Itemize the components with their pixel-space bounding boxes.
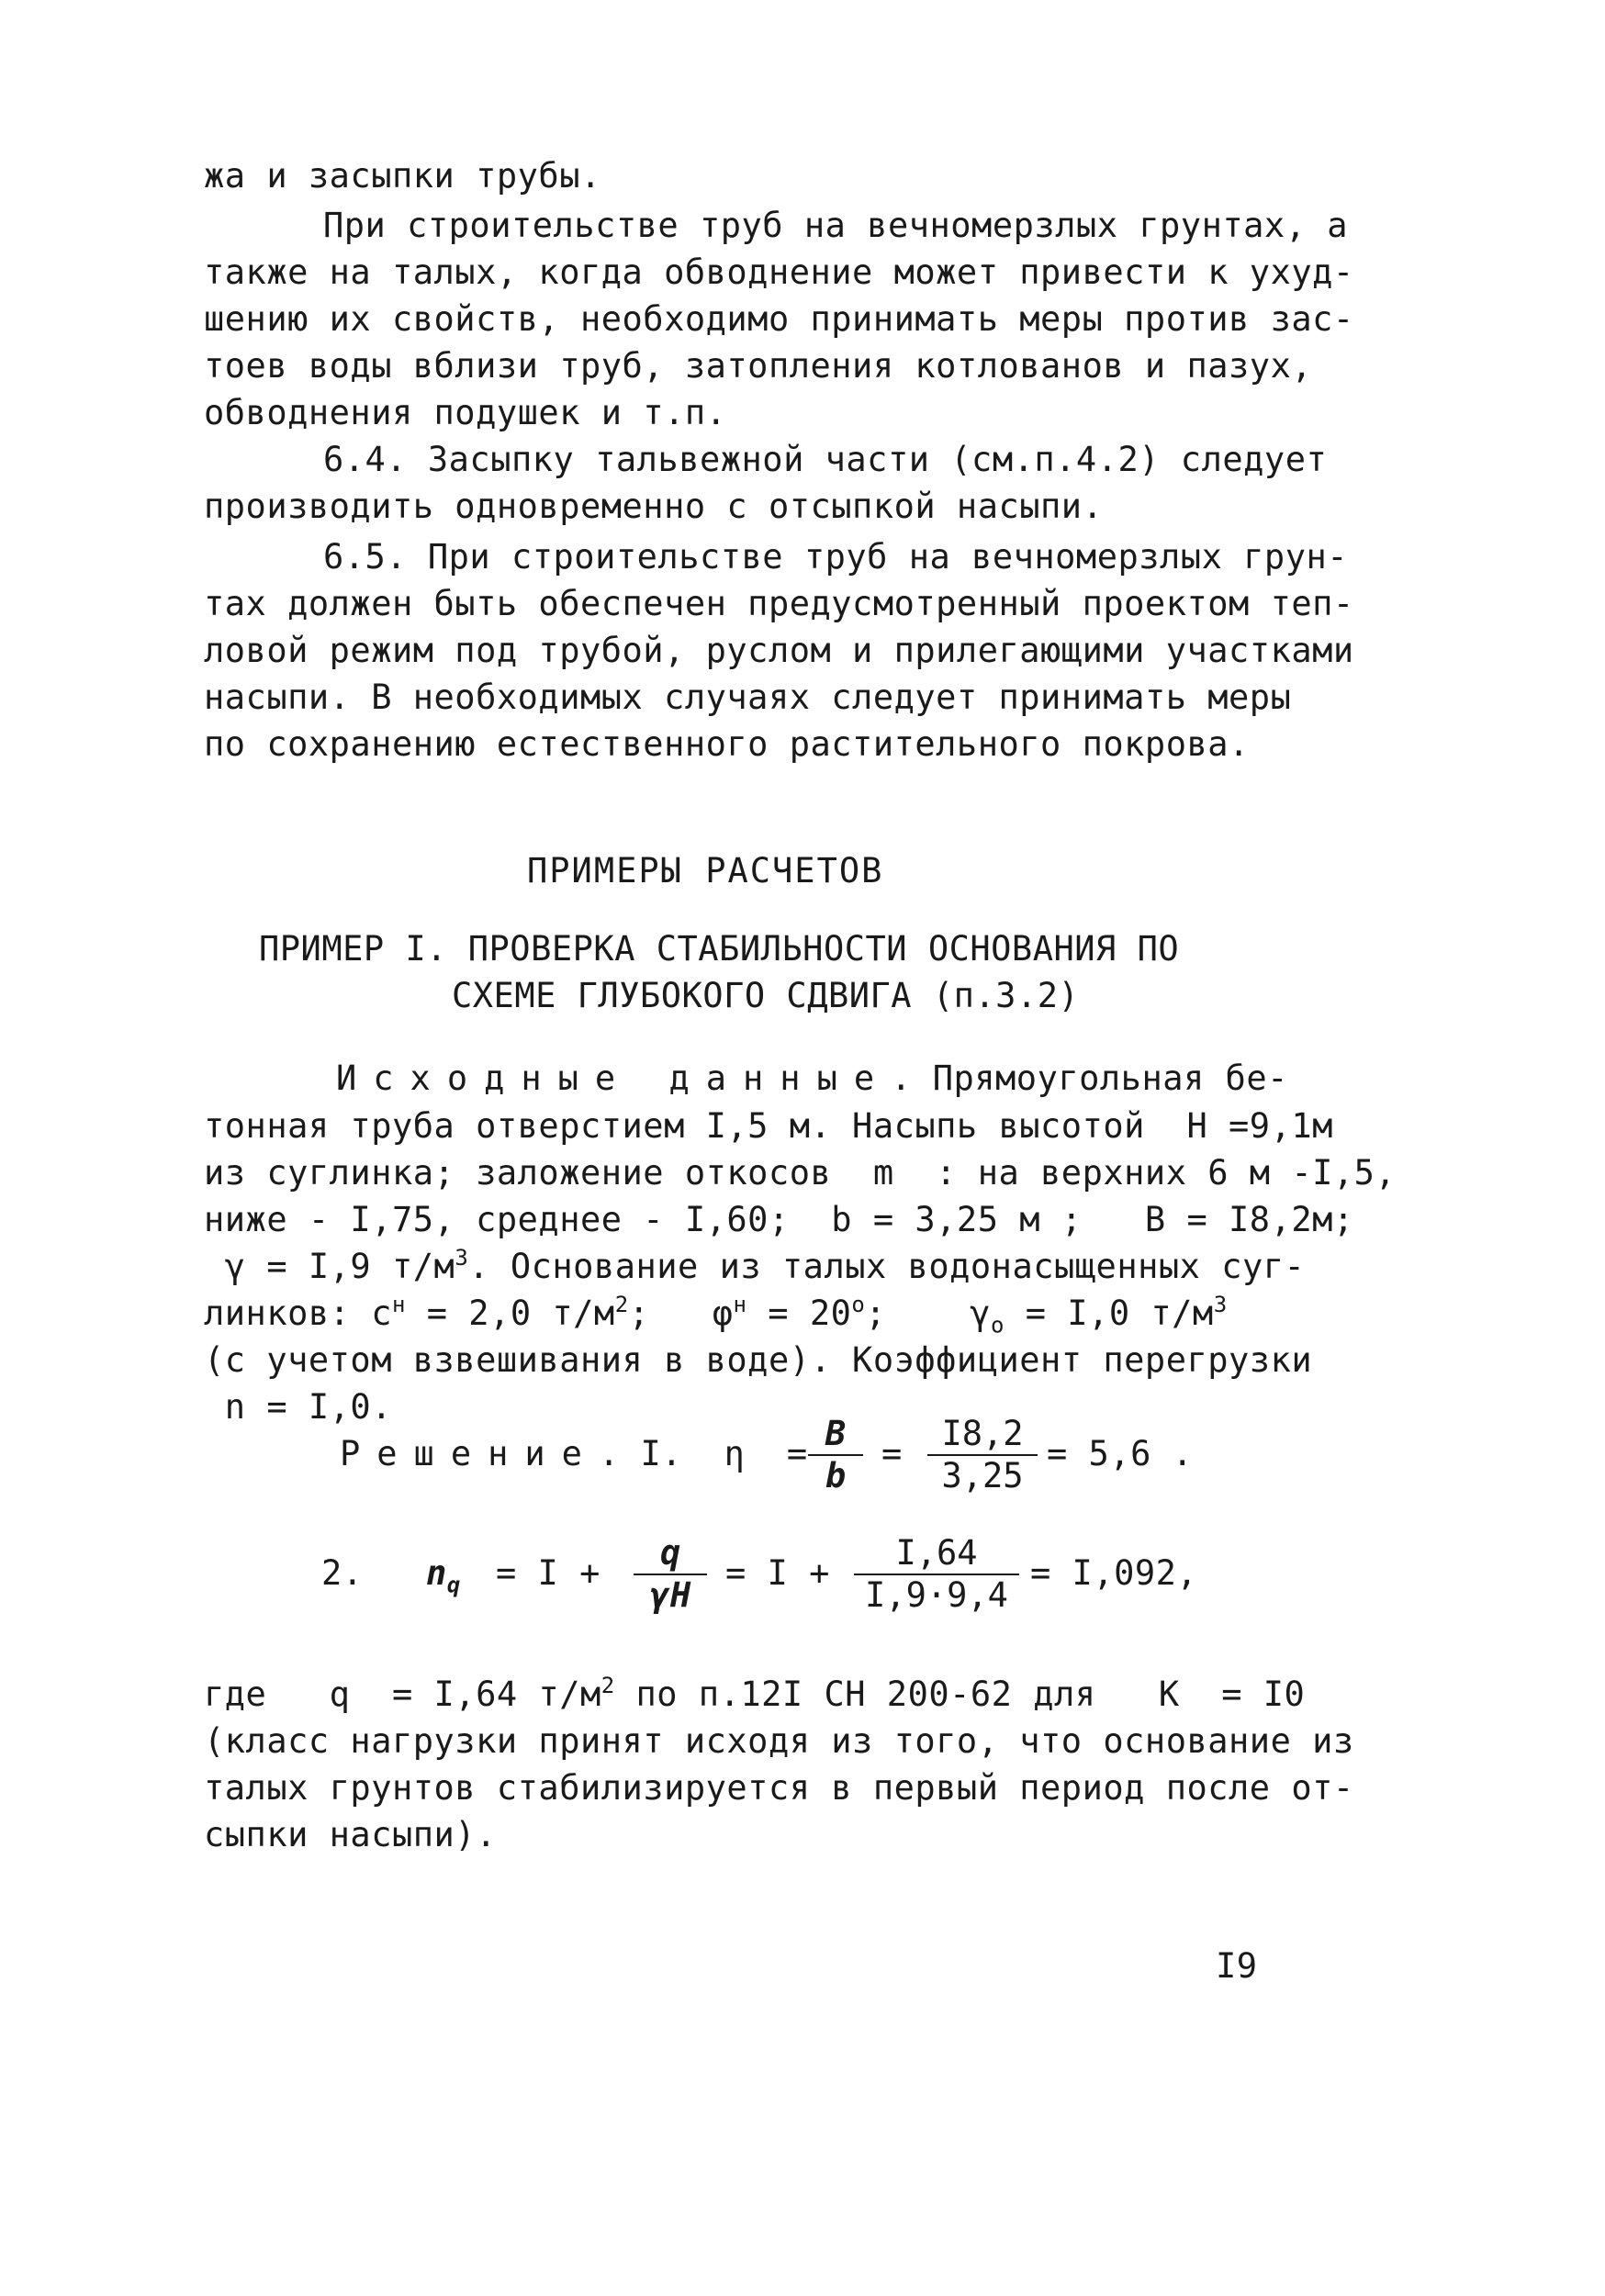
initial-data-line: Исходные данные. Прямоугольная бе-: [336, 1058, 1288, 1098]
equals-one-plus: = I +: [496, 1553, 600, 1593]
text-line: обводнения подушек и т.п.: [204, 393, 727, 432]
section-title: ПРИМЕРЫ РАСЧЕТОВ: [527, 851, 884, 890]
text-line: (класс нагрузки принят исходя из того, что основание из: [204, 1721, 1354, 1761]
text-line: шению их свойств, необходимо принимать меры против зас-: [204, 299, 1354, 339]
example-title: СХЕМЕ ГЛУБОКОГО СДВИГА (п.3.2): [452, 976, 1080, 1015]
text-line: При строительстве труб на вечномерзлых грунтах, а: [323, 206, 1349, 245]
text-line: γ = I,9 $т/м^3$. Основание из талых водонасыщенных суг-: [204, 1245, 1306, 1286]
step-2-label: 2.: [321, 1553, 364, 1593]
example-title: ПРИМЕР I. ПРОВЕРКА СТАБИЛЬНОСТИ ОСНОВАНИЯ ПО: [259, 929, 1180, 969]
text-line: 6.4. Засыпку тальвежной части (см.п.4.2) следует: [323, 440, 1328, 479]
text-line: (с учетом взвешивания в воде). Коэффициент перегрузки: [204, 1340, 1313, 1380]
text-line: сыпки насыпи).: [204, 1815, 497, 1854]
text-line: n = I,0.: [204, 1387, 392, 1427]
equals-sign: =: [881, 1434, 903, 1473]
text-line: насыпи. В необходимых случаях следует принимать меры: [204, 678, 1292, 717]
equals-one-plus: = I +: [725, 1553, 830, 1593]
text-line: из суглинка; заложение откосов m : на верхних 6 м -I,5,: [204, 1153, 1397, 1193]
fraction-q-gamma-h: $\frac{q}{\gamma H}$: [634, 1533, 707, 1616]
initial-data-label: Исходные данные: [336, 1058, 892, 1098]
text-line: где q = I,64 $т/м^2$ по п.12I СН 200-62 для K = I0: [204, 1673, 1306, 1714]
text-line: ниже - I,75, среднее - I,60; b = 3,25 м ; B = I8,2м;: [204, 1200, 1354, 1239]
text-line: ловой режим под трубой, руслом и прилегающими участками: [204, 631, 1354, 670]
fraction-b-ratio: $\frac{B}{b}$: [808, 1414, 863, 1496]
text-line: также на талых, когда обводнение может привести к ухуд-: [204, 252, 1354, 292]
solution-line: Решение. I. η =: [340, 1434, 808, 1473]
text-line: по сохранению естественного растительного покрова.: [204, 724, 1250, 764]
fraction-values-2: $\frac{I,64}{I,9\cdot 9,4}$: [854, 1533, 1019, 1616]
solution-label: Решение: [340, 1434, 599, 1473]
text-line: линков: $c^н = 2,0$ $т/м^2$; $\varphi^н = 20^о$; $\gamma_о = I,0$ $т/м^3$: [204, 1292, 1228, 1338]
result-1: = 5,6 .: [1047, 1434, 1194, 1473]
text-line: жа и засыпки трубы.: [204, 156, 601, 196]
text-line: 6.5. При строительстве труб на вечномерзлых грун-: [323, 537, 1349, 577]
text-line: тоев воды вблизи труб, затопления котлованов и пазух,: [204, 346, 1313, 386]
text-line: производить одновременно с отсыпкой насыпи.: [204, 487, 1104, 526]
result-2: = I,092,: [1030, 1553, 1198, 1593]
fraction-values: $\frac{I8,2}{3,25}$: [927, 1414, 1038, 1496]
text-line: тах должен быть обеспечен предусмотренный проектом теп-: [204, 584, 1354, 623]
text-line: талых грунтов стабилизируется в первый период после от-: [204, 1768, 1354, 1808]
text-line: тонная труба отверстием I,5 м. Насыпь высотой H =9,1м: [204, 1106, 1333, 1146]
nq-symbol: $n_q$: [426, 1553, 461, 1598]
page-number: I9: [1216, 1946, 1258, 1986]
